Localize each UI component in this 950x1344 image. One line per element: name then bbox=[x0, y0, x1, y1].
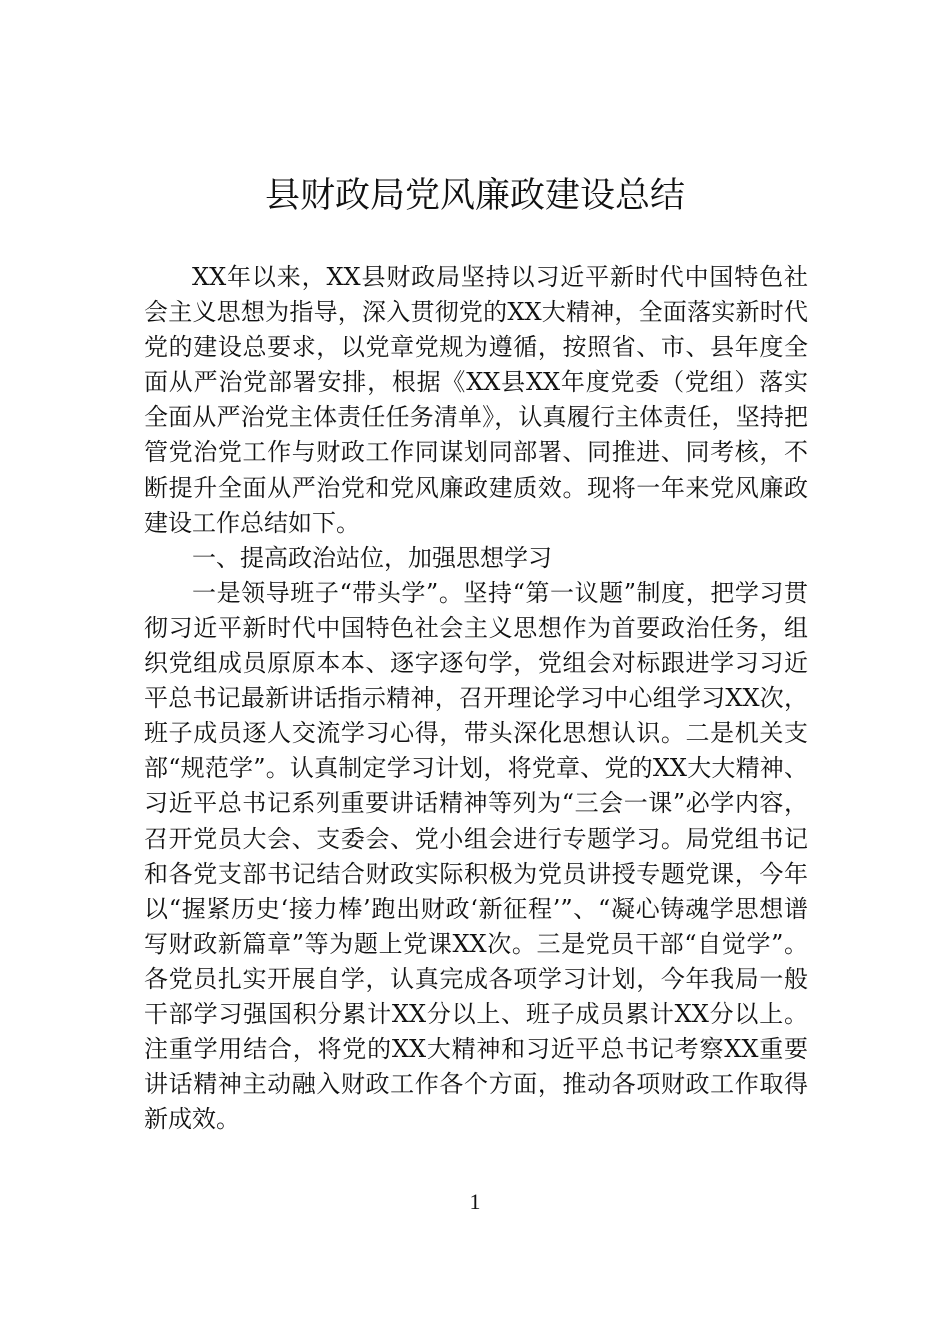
section-paragraph: 一是领导班子“带头学”。坚持“第一议题”制度，把学习贯彻习近平新时代中国特色社会主义思想作为首要政治任务，组织党组成员原原本本、逐字逐句学，党组会对标跟进学习习近平总书记最新讲话指示精神，召开理论学习中心组学习XX次，班子成员逐人交流学习心得，带头深化思想认识。二是机关支部“规范学”。认真制定学习计划，将党章、党的XX大大精神、习近平总书记系列重要讲话精神等列为“三会一课”必学内容，召开党员大会、支委会、党小组会进行专题学习。局党组书记和各党支部书记结合财政实际积极为党员讲授专题党课，今年以“握紧历史‘接力棒’跑出财政‘新征程’”、“凝心铸魂学思想谱写财政新篇章”等为题上党课XX次。三是党员干部“自觉学”。各党员扎实开展自学，认真完成各项学习计划，今年我局一般干部学习强国积分累计XX分以上、班子成员累计XX分以上。注重学用结合，将党的XX大精神和习近平总书记考察XX重要讲话精神主动融入财政工作各个方面，推动各项财政工作取得新成效。 bbox=[144, 578, 808, 1134]
intro-paragraph: XX年以来，XX县财政局坚持以习近平新时代中国特色社会主义思想为指导，深入贯彻党的XX大精神，全面落实新时代党的建设总要求，以党章党规为遵循，按照省、市、县年度全面从严治党部署安排，根据《XX县XX年度党委（党组）落实全面从严治党主体责任任务清单》，认真履行主体责任，坚持把管党治党工作与财政工作同谋划同部署、同推进、同考核，不断提升全面从严治党和党风廉政建质效。现将一年来党风廉政建设工作总结如下。 bbox=[144, 263, 808, 537]
page-number: 1 bbox=[469, 1189, 481, 1214]
document-title: 县财政局党风廉政建设总结 bbox=[264, 176, 685, 216]
document-body bbox=[144, 260, 808, 1137]
section-heading: 一、提高政治站位，加强思想学习 bbox=[192, 543, 552, 572]
